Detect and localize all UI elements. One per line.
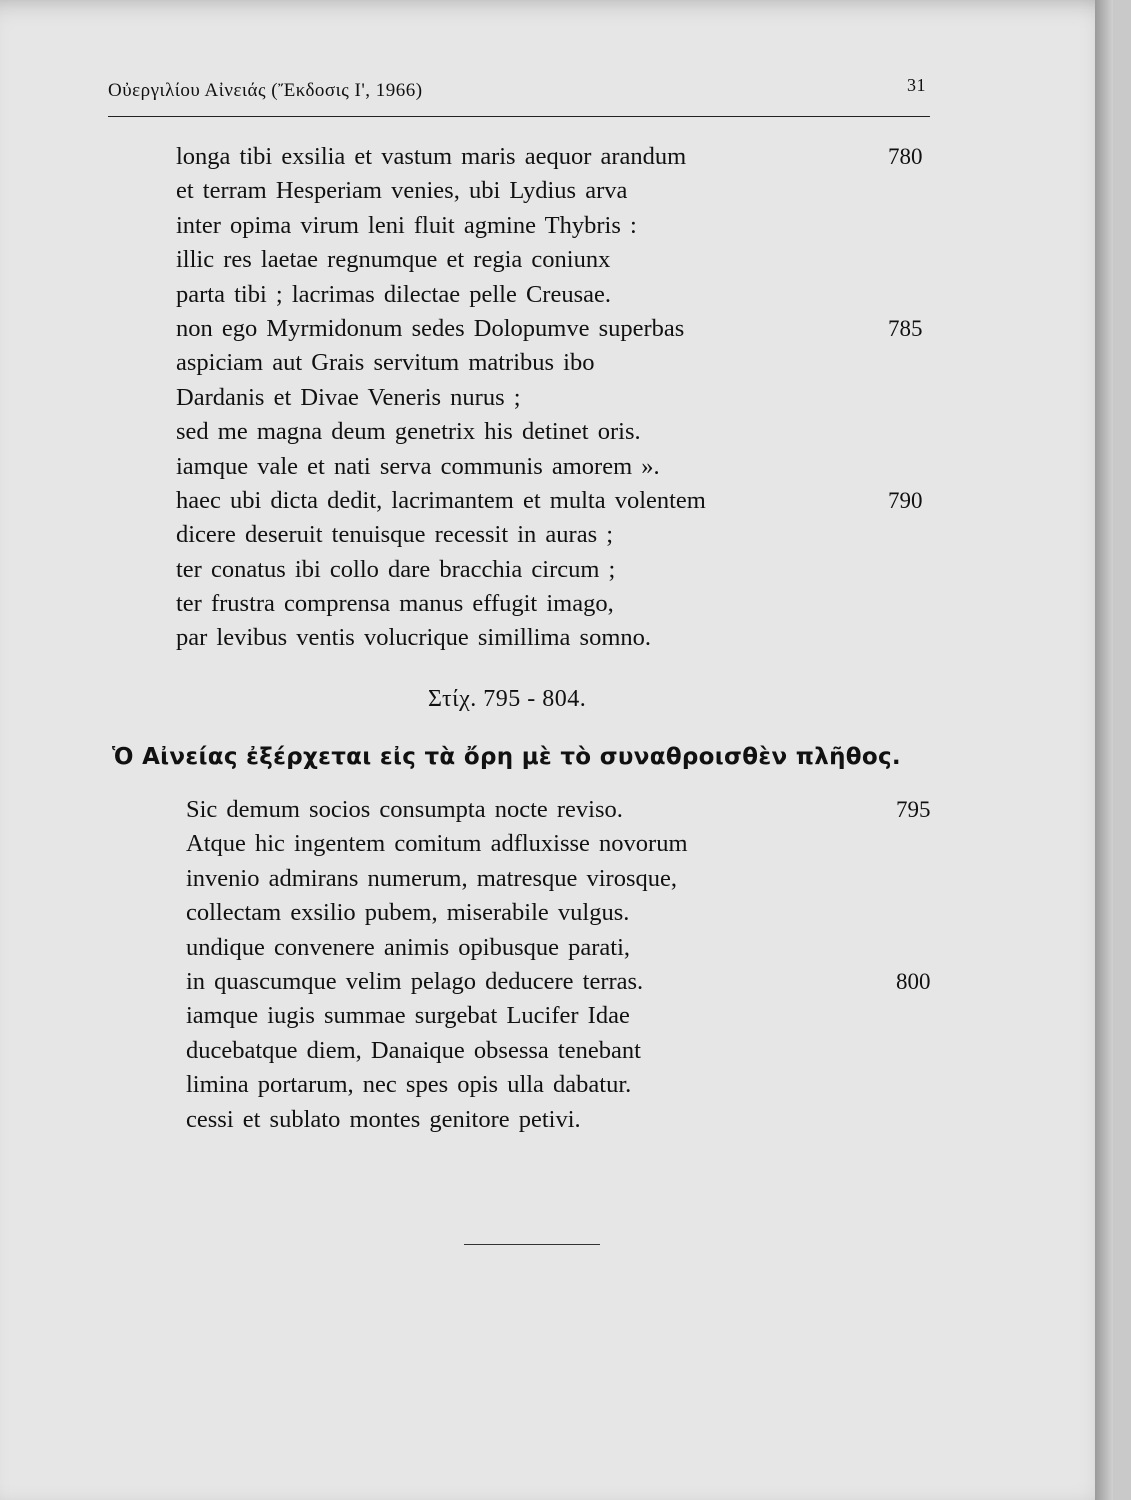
verse-line — [0, 1103, 1000, 1137]
verse-line — [0, 174, 1000, 208]
verse-line — [0, 827, 1000, 861]
verse-text: iamque vale et nati serva communis amorem ». — [176, 452, 660, 480]
verse-text: parta tibi ; lacrimas dilectae pelle Creusae. — [176, 280, 611, 308]
running-head — [108, 76, 930, 104]
verse-text: ducebatque diem, Danaique obsessa tenebant — [186, 1036, 641, 1064]
verse-text: ter conatus ibi collo dare bracchia circum ; — [176, 555, 616, 583]
verse-text: haec ubi dicta dedit, lacrimantem et multa volentem — [176, 486, 706, 514]
verse-line — [0, 278, 1000, 312]
line-number: 800 — [896, 968, 931, 994]
end-rule — [464, 1244, 600, 1245]
verse-line — [0, 346, 1000, 380]
page-edge-shadow — [1095, 0, 1113, 1500]
section-heading: Ὁ Αἰνείας ἐξέρχεται εἰς τὰ ὄρη μὲ τὸ συναθροισθὲν πλῆθος. — [112, 744, 901, 770]
verse-line — [0, 999, 1000, 1033]
verse-text: non ego Myrmidonum sedes Dolopumve superbas — [176, 314, 685, 342]
verse-text: dicere deseruit tenuisque recessit in auras ; — [176, 521, 614, 549]
verse-text: in quascumque velim pelago deducere terras. — [186, 967, 644, 995]
verse-text: collectam exsilio pubem, miserabile vulgus. — [186, 899, 630, 927]
verse-passage-1 — [0, 140, 1000, 656]
verse-line — [0, 415, 1000, 449]
line-number: 790 — [888, 487, 923, 513]
verse-line — [0, 381, 1000, 415]
verse-passage-2 — [0, 793, 1000, 1137]
stichoi-reference: Στίχ. 795 - 804. — [428, 686, 587, 712]
verse-line — [0, 965, 1000, 999]
verse-text: par levibus ventis volucrique simillima somno. — [176, 624, 651, 652]
line-number: 785 — [888, 315, 923, 341]
verse-text: longa tibi exsilia et vastum maris aequor arandum — [176, 143, 687, 170]
verse-line — [0, 312, 1000, 346]
verse-text: invenio admirans numerum, matresque virosque, — [186, 864, 677, 892]
verse-line — [0, 209, 1000, 243]
verse-line — [0, 243, 1000, 277]
verse-text: cessi et sublato montes genitore petivi. — [186, 1105, 581, 1133]
verse-line — [0, 621, 1000, 655]
running-head-title: Οὐεργιλίου Αἰνειάς (Ἔκδοσις Ι', 1966) — [108, 80, 423, 101]
header-rule — [108, 116, 930, 117]
verse-text: undique convenere animis opibusque parati, — [186, 933, 631, 961]
verse-line — [0, 553, 1000, 587]
verse-line — [0, 450, 1000, 484]
page-number: 31 — [907, 75, 926, 95]
verse-text: Dardanis et Divae Veneris nurus ; — [176, 383, 521, 411]
verse-text: iamque iugis summae surgebat Lucifer Idae — [186, 1002, 630, 1030]
line-number: 795 — [896, 797, 931, 822]
verse-line — [0, 140, 1000, 174]
verse-text: inter opima virum leni fluit agmine Thybris : — [176, 211, 637, 239]
verse-line — [0, 1034, 1000, 1068]
verse-line — [0, 862, 1000, 896]
line-number: 780 — [888, 144, 923, 169]
verse-line — [0, 1068, 1000, 1102]
verse-text: Sic demum socios consumpta nocte reviso. — [186, 796, 623, 823]
verse-line — [0, 896, 1000, 930]
verse-line — [0, 587, 1000, 621]
verse-line — [0, 931, 1000, 965]
verse-text: aspiciam aut Grais servitum matribus ibo — [176, 349, 595, 377]
verse-line — [0, 793, 1000, 827]
verse-line — [0, 484, 1000, 518]
verse-text: et terram Hesperiam venies, ubi Lydius arva — [176, 177, 628, 205]
verse-text: limina portarum, nec spes opis ulla dabatur. — [186, 1071, 632, 1099]
verse-line — [0, 518, 1000, 552]
verse-text: illic res laetae regnumque et regia coniunx — [176, 246, 611, 274]
verse-text: Atque hic ingentem comitum adfluxisse novorum — [186, 830, 688, 858]
verse-text: sed me magna deum genetrix his detinet oris. — [176, 418, 641, 446]
verse-text: ter frustra comprensa manus effugit imago, — [176, 590, 614, 618]
